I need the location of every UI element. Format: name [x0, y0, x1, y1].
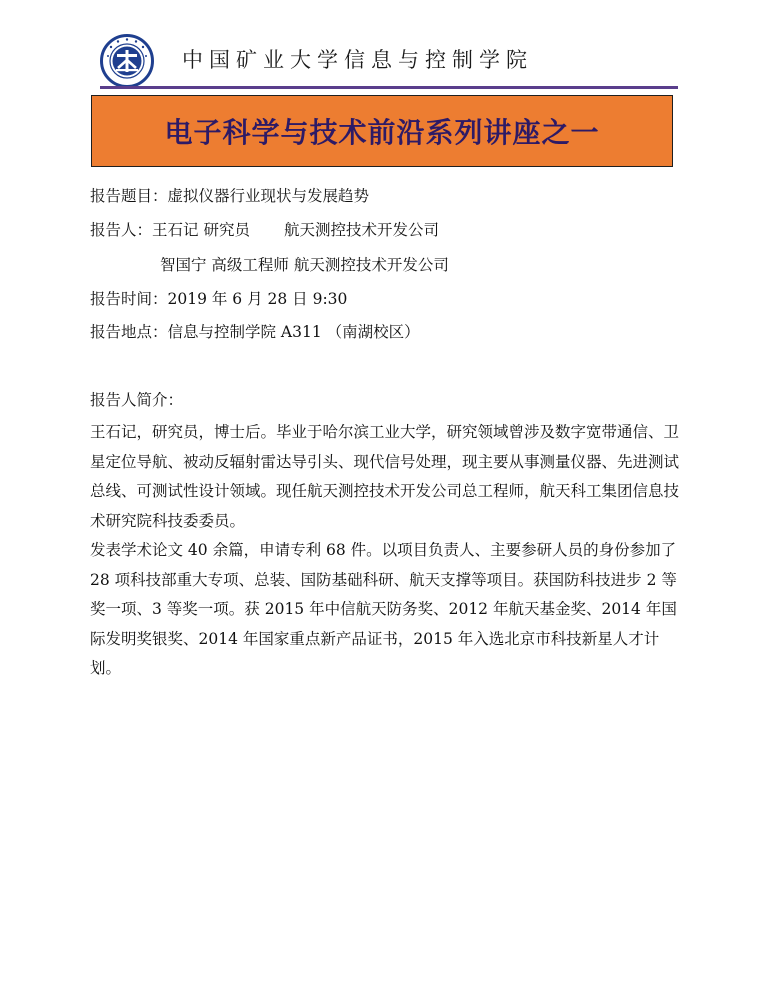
speaker1-name-title: 王石记 研究员 — [152, 221, 250, 239]
speaker-bio — [90, 418, 680, 684]
header-divider — [100, 86, 678, 89]
bio-paragraph-1: 王石记，研究员，博士后。毕业于哈尔滨工业大学，研究领域曾涉及数字宽带通信、卫星定位导航、被动反辐射雷达导引头、现代信号处理，现主要从事测量仪器、先进测试总线、可测试性设计领域。现任航天测控技术开发公司总工程师，航天科工集团信息技术研究院科技委委员。 — [90, 423, 680, 530]
speaker-line-1 — [90, 218, 439, 240]
lecture-banner — [91, 95, 673, 167]
speaker1-org: 航天测控技术开发公司 — [283, 221, 439, 239]
report-location: 报告地点：信息与控制学院 A311 （南湖校区） — [90, 323, 420, 341]
bio-paragraph-2: 发表学术论文 40 余篇，申请专利 68 件。以项目负责人、主要参研人员的身份参加了 28 项科技部重大专项、总装、国防基础科研、航天支撑等项目。获国防科技进步 2 等奖一项、3 等奖一项。获 2015 年中信航天防务奖、2012 年航天基金奖、2014 年国际发明奖银奖、2014 年国家重点新产品证书，2015 年入选北京市科技新星人才计划。 — [90, 541, 677, 677]
bio-heading: 报告人简介： — [90, 391, 184, 409]
document-header — [100, 30, 680, 90]
speaker-label: 报告人： — [90, 221, 153, 239]
report-time: 报告时间：2019 年 6 月 28 日 9:30 — [90, 290, 348, 308]
university-logo — [100, 34, 154, 88]
institution-name: 中国矿业大学信息与控制学院 — [182, 48, 533, 72]
speaker-line-2: 智国宁 高级工程师 航天测控技术开发公司 — [160, 256, 449, 274]
report-topic: 报告题目：虚拟仪器行业现状与发展趋势 — [90, 187, 370, 205]
banner-title: 电子科学与技术前沿系列讲座之一 — [164, 116, 600, 149]
